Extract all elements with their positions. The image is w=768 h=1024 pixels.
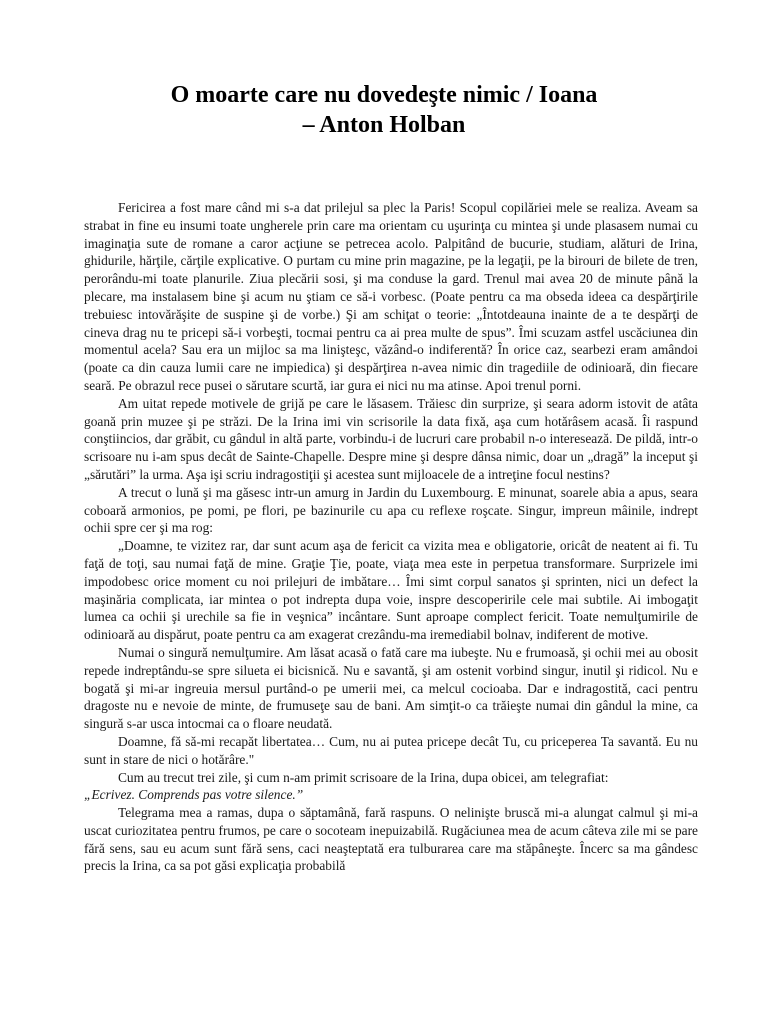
telegram-line xyxy=(84,786,698,804)
title-line-1: O moarte care nu dovedeşte nimic / Ioana xyxy=(170,82,598,108)
paragraph-4-prayer: „Doamne, te vizitez rar, dar sunt acum aşa de fericit ca vizita mea e obligatorie, oricât de neatent ai fi. Tu faţă de toţi, sau numai faţă de mine. Graţie Ţie, poate, viaţa mea este in perpetua transformare. Surprizele imi impodobesc orice moment cu noi prilejuri de imbătare… Îmi simt corpul sanatos şi sprinten, nici un defect la maşinăria complicata, iar mintea o pot indrepta dupa voie, inspre descoperirile cele mai subtile. Ai imbogaţit lumea ca ochii şi urechile sa fie in veşnica” incântare. Sunt aproape complect fericit. Toate nemulţumirile de odinioară au dispărut, poate pentru ca am exagerat crezându-ma iremediabil bolnav, indiferent de motive. xyxy=(84,538,698,643)
page-title xyxy=(84,80,684,140)
paragraph-2: Am uitat repede motivele de grijă pe care le lăsasem. Trăiesc din surprize, şi seara adorm istovit de atâta goană prin muzee şi pe străzi. De la Irina imi vin scrisorile la data fixă, aşa cum hotărâsem acasă. Îi raspund conştiincios, dar grăbit, cu gândul in altă parte, vorbindu-i de lucruri care probabil n-o interesează. De pildă, intr-o scrisoare nu i-am spus decât de Sainte-Chapelle. Despre mine şi despre dânsa nimic, doar un „dragă” la inceput şi „sărutări” la urma. Aşa işi scriu indragostiţii şi acestea sunt mijloacele de a intreţine focul nestins? xyxy=(84,395,698,482)
paragraph-1: Fericirea a fost mare când mi s-a dat prilejul sa plec la Paris! Scopul copilăriei mele se realiza. Aveam sa strabat in fine eu insumi toate ungherele prin care ma orientam cu uşurinţa cu mintea şi unde plasasem numai cu imaginaţia sute de romane a caror acţiune se petrecea acolo. Palpitând de bucurie, studiam, alături de Irina, ghidurile, hărţile, cărţile explicative. O purtam cu mine prin magazine, pe la legaţii, pe la birouri de bilete de tren, perorându-mi toate planurile. Ziua plecării sosi, şi ma conduse la gard. Trenul mai avea 20 de minute până la plecare, ma instalasem bine şi acum nu ştiam ce să-i vorbesc. (Poate pentru ca ma obseda ideea ca despărţirile trebuiesc intovărăşite de suspine şi de vorbe.) Şi am schiţat o teorie: „Întotdeauna inainte de a te despărţi de cineva drag nu te pricepi să-i vorbeşti, tocmai pentru ca ai prea multe de spus”. Îmi scuzam astfel uscăciunea din momentul acela? Sau era un mijloc sa ma linişteşc, văzând-o indiferentă? În orice caz, searbezi eram amândoi (poate ca din cauza lumii care ne impiedica) şi despărţirea n-avea nimic din tragediile de odinioară, din fiecare seară. Pe obrazul rece pusei o sărutare scurtă, iar gura ei nici nu ma atinse. Apoi trenul porni. xyxy=(84,200,698,393)
title-line-2: – Anton Holban xyxy=(302,112,466,138)
paragraph-3: A trecut o lună şi ma găsesc intr-un amurg in Jardin du Luxembourg. E minunat, soarele abia a apus, seara coboară armonios, pe pomi, pe flori, pe bazinurile cu apa cu reflexe roşcate. Singur, impreun mâinile, indrept ochii spre cer şi ma rog: xyxy=(84,484,698,536)
paragraph-8: Telegrama mea a ramas, dupa o săptamână, fară raspuns. O nelinişte bruscă mi-a alungat calmul şi mi-a uscat curiozitatea pentru frumos, pe care o socoteam inepuizabilă. Rugăciunea mea de acum câteva zile mi se pare fără sens, sau eu acum sunt fără sens, caci neaşteptată era tulburarea care ma stăpâneşte. Încerc sa ma gândesc precis la Irina, ca sa pot găsi explicaţia probabilă xyxy=(84,805,698,874)
paragraph-5: Numai o singură nemulţumire. Am lăsat acasă o fată care ma iubeşte. Nu e frumoasă, şi ochii mei au obosit repede indreptându-se spre silueta ei bicisnică. Nu e savantă, şi am ostenit vorbind singur, inutil şi ridicol. Nu e bogată şi mi-ar ingreuia mersul purtând-o pe umerii mei, ca melcul cocioaba. Dar e indragostită, caci pentru dragoste nu e nevoie de minte, de frumuseţe sau de bani. Am simţit-o ca trăieşte numai din gândul la mine, ca singură s-ar usca intocmai ca o floare neudată. xyxy=(84,644,698,732)
telegram-text: „Ecrivez. Comprends pas votre silence.” xyxy=(84,787,304,803)
document-body xyxy=(84,199,698,875)
paragraph-6: Doamne, fă să-mi recapăt libertatea… Cum, nu ai putea pricepe decât Tu, cu priceperea Ta savantă. Eu nu sunt in stare de nici o hotărâre." xyxy=(84,733,698,767)
paragraph-7: Cum au trecut trei zile, şi cum n-am primit scrisoare de la Irina, dupa obicei, am telegrafiat: xyxy=(118,769,609,785)
